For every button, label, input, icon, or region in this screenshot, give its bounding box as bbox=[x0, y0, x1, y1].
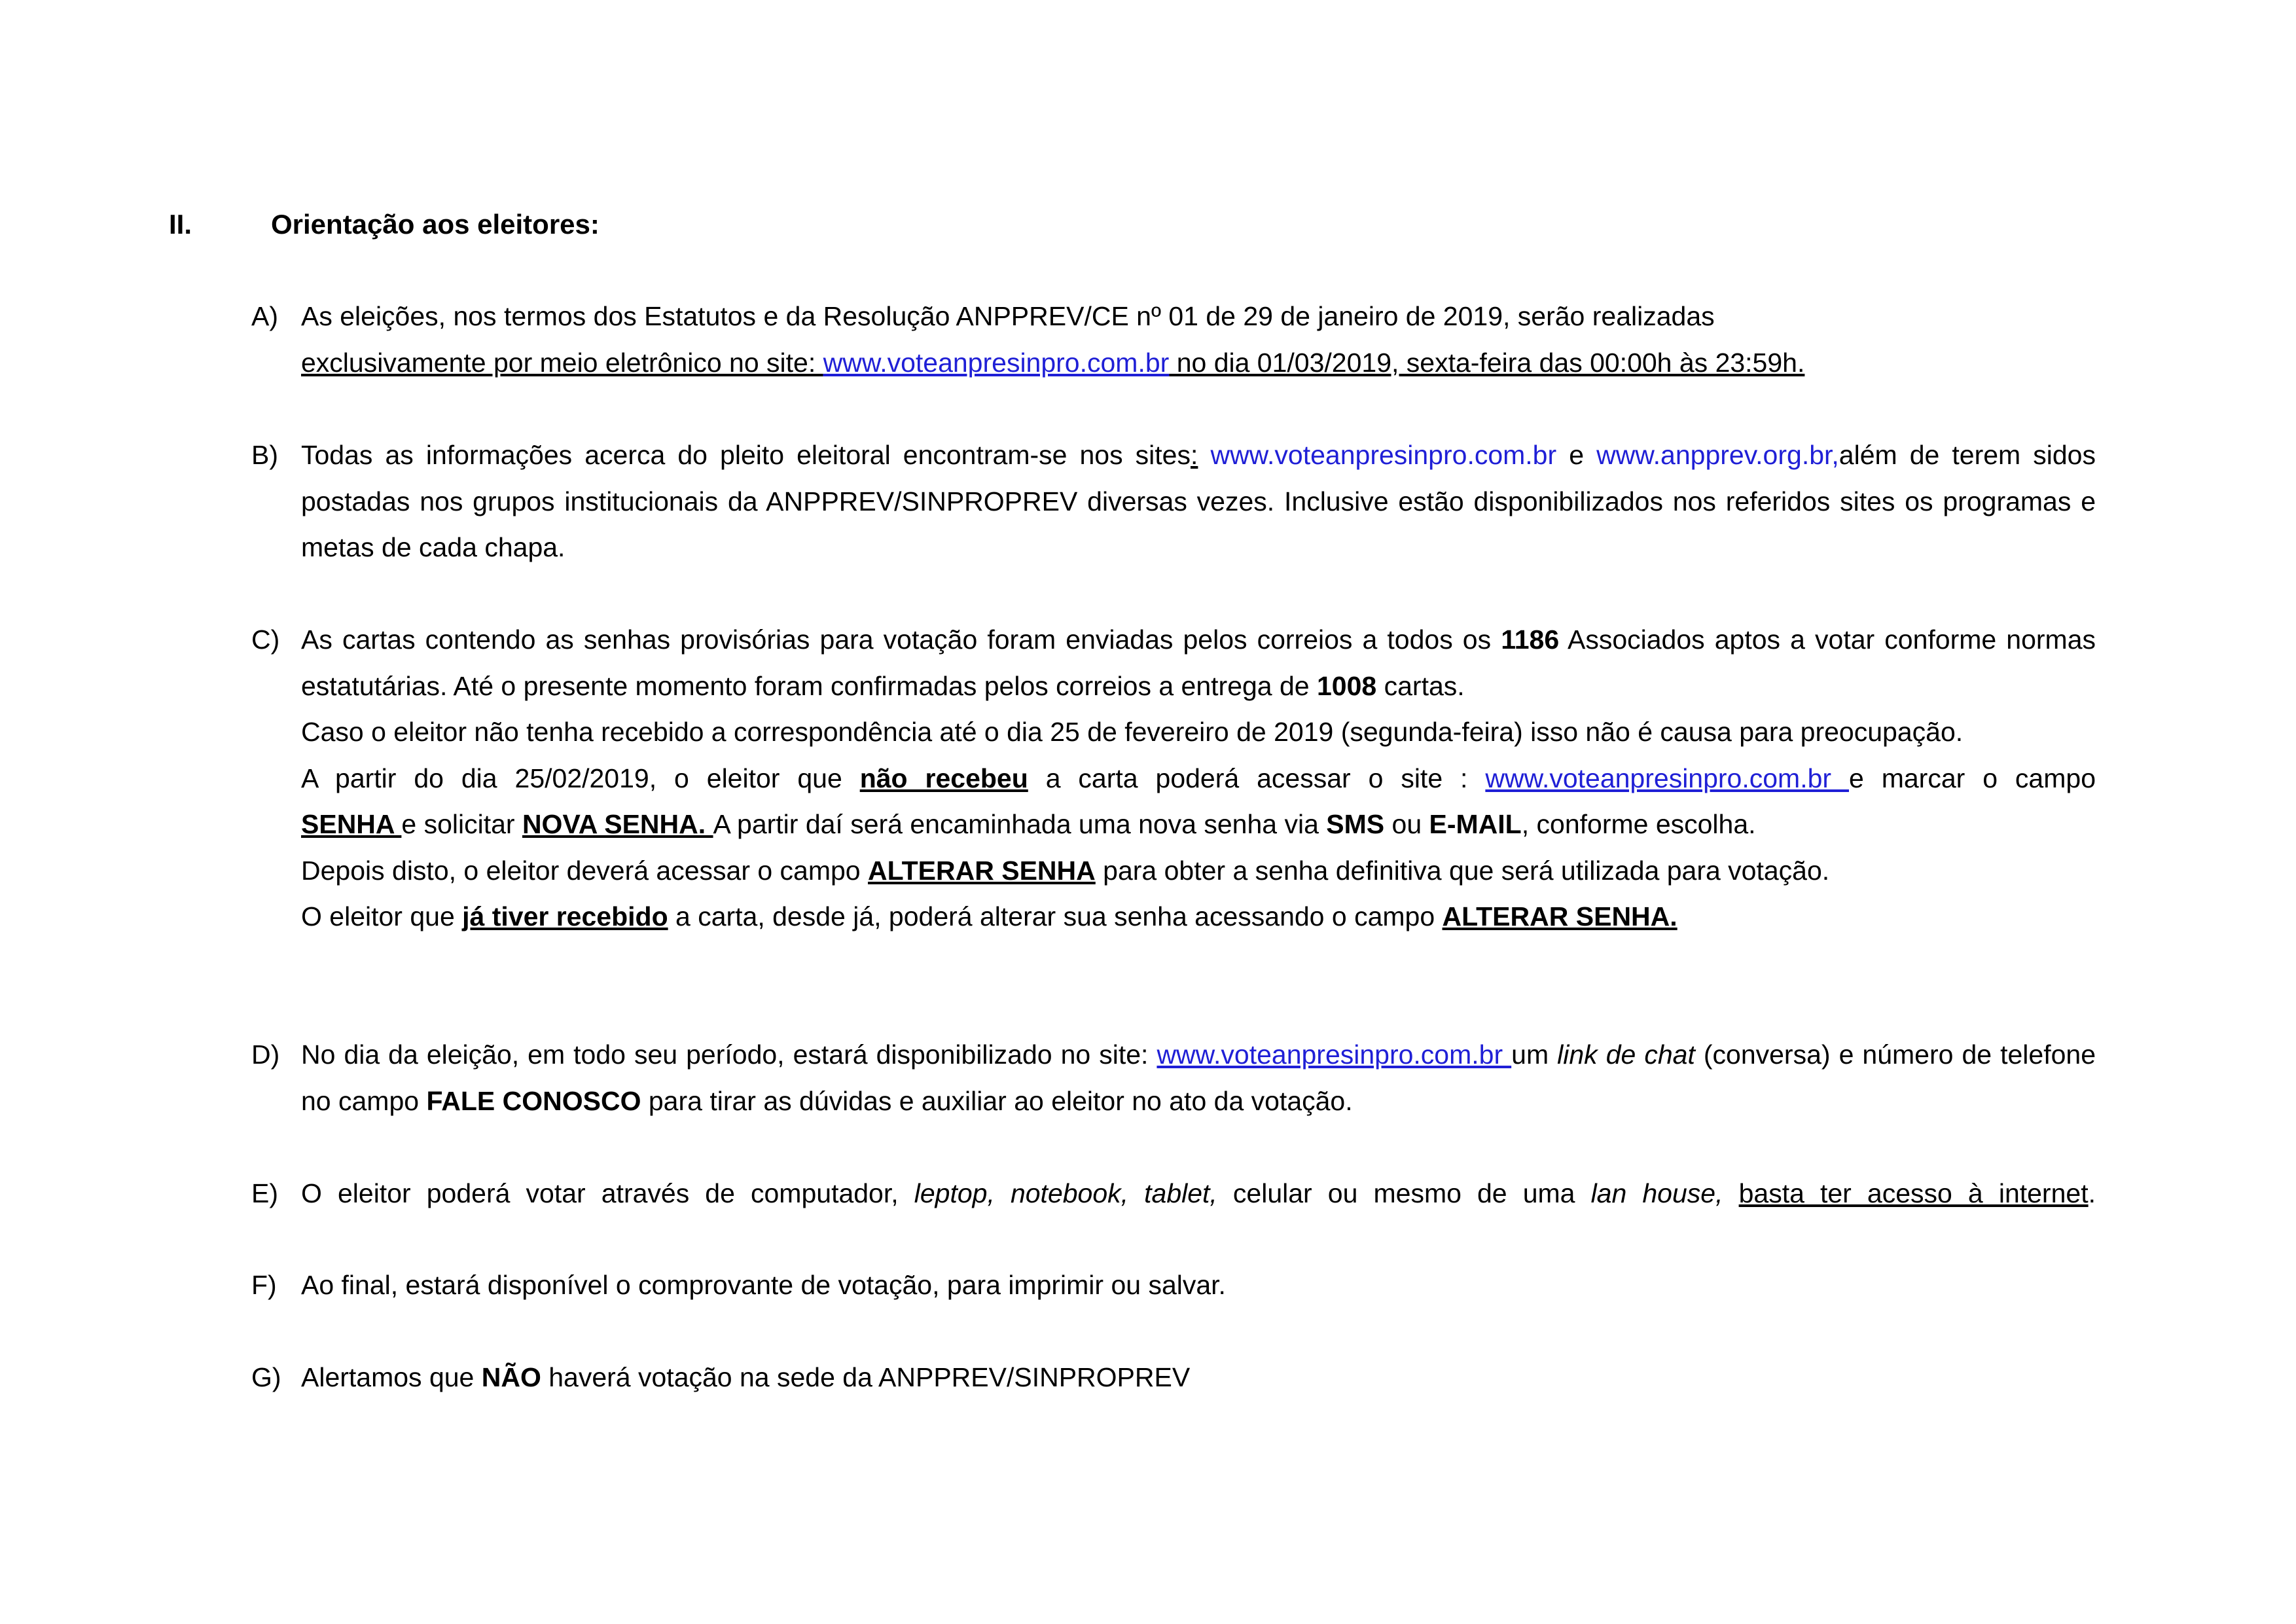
item-d-text: No dia da eleição, em todo seu período, estará disponibilizado no site: bbox=[301, 1039, 1157, 1070]
fale-conosco-label: FALE CONOSCO bbox=[426, 1085, 641, 1116]
item-letter-f: F) bbox=[251, 1270, 277, 1300]
item-c-text: , conforme escolha. bbox=[1521, 809, 1756, 839]
letters-delivered-count: 1008 bbox=[1317, 670, 1377, 701]
alterar-senha-label: ALTERAR SENHA bbox=[868, 855, 1096, 886]
item-b-colon: : bbox=[1190, 440, 1198, 470]
internet-access-text: basta ter acesso à internet bbox=[1738, 1178, 2089, 1208]
list-item-f bbox=[251, 1262, 2096, 1308]
item-c-text: A partir do dia 25/02/2019, o eleitor que bbox=[301, 763, 860, 793]
already-received-text: já tiver recebido bbox=[462, 901, 668, 931]
item-letter-a: A) bbox=[251, 301, 278, 331]
item-letter-g: G) bbox=[251, 1362, 281, 1392]
alterar-senha-label-2: ALTERAR SENHA. bbox=[1442, 901, 1677, 931]
senha-field-label: SENHA bbox=[301, 809, 402, 839]
item-f-text: Ao final, estará disponível o comprovante de votação, para imprimir ou salvar. bbox=[301, 1270, 1226, 1300]
item-c-paragraph-6 bbox=[301, 893, 2096, 940]
item-letter-d: D) bbox=[251, 1039, 280, 1070]
item-g-text: haverá votação na sede da ANPPREV/SINPROPREV bbox=[541, 1362, 1191, 1392]
lan-house-text: lan house, bbox=[1590, 1178, 1723, 1208]
item-d-text: para tirar as dúvidas e auxiliar ao eleitor no ato da votação. bbox=[641, 1085, 1353, 1116]
section-number: II. bbox=[169, 209, 192, 240]
item-body-b bbox=[301, 432, 2096, 571]
item-body-f bbox=[301, 1262, 2096, 1308]
voting-site-link-b[interactable]: www.voteanpresinpro.com.br bbox=[1198, 440, 1557, 470]
item-b-text-1: Todas as informações acerca do pleito eleitoral encontram-se nos sites bbox=[301, 440, 1191, 470]
item-e-line bbox=[301, 1170, 2096, 1217]
item-letter-e: E) bbox=[251, 1178, 278, 1208]
item-c-text: para obter a senha definitiva que será utilizada para votação. bbox=[1095, 855, 1830, 886]
item-c-text: O eleitor que bbox=[301, 901, 463, 931]
anpprev-site-link[interactable]: www.anpprev.org.br, bbox=[1596, 440, 1839, 470]
item-d-text: (conversa) e número de telefone no campo bbox=[301, 1039, 2096, 1116]
item-c-text: Depois disto, o eleitor deverá acessar o campo bbox=[301, 855, 869, 886]
item-body-d bbox=[301, 1032, 2096, 1124]
nova-senha-label: NOVA SENHA. bbox=[522, 809, 713, 839]
list-item-e bbox=[251, 1170, 2096, 1217]
item-a-line-1: As eleições, nos termos dos Estatutos e da Resolução ANPPREV/CE nº 01 de 29 de janeiro de 2019, serão realizadas bbox=[301, 301, 1715, 331]
item-c-paragraph-5 bbox=[301, 848, 2096, 894]
item-c-text: A partir daí será encaminhada uma nova senha via bbox=[713, 809, 1327, 839]
item-b-text-3: além de terem sidos postadas nos grupos institucionais da ANPPREV/SINPROPREV diversas vezes. Inclusive estão disponibilizados nos referidos sites os programas e metas de cada chapa. bbox=[301, 440, 2096, 562]
item-a-text: exclusivamente por meio eletrônico no site: bbox=[301, 347, 823, 378]
item-letter-b: B) bbox=[251, 440, 278, 470]
list-item-g bbox=[251, 1354, 2096, 1401]
item-c-text: e solicitar bbox=[401, 809, 522, 839]
item-c-paragraph-2: Caso o eleitor não tenha recebido a correspondência até o dia 25 de fevereiro de 2019 (segunda-feira) isso não é causa para preocupação. bbox=[301, 717, 1964, 747]
item-c-text: As cartas contendo as senhas provisórias para votação foram enviadas pelos correios a todos os bbox=[301, 624, 1501, 655]
item-c-text: e marcar o campo bbox=[1848, 763, 2096, 793]
associates-count: 1186 bbox=[1501, 624, 1560, 655]
item-g-text: Alertamos que bbox=[301, 1362, 482, 1392]
item-c-text: Associados aptos a votar conforme normas estatutárias. Até o presente momento foram confirmadas pelos correios a entrega de bbox=[301, 624, 2096, 701]
item-c-text: cartas. bbox=[1376, 670, 1465, 701]
list-item-a bbox=[251, 293, 2096, 386]
item-a-date-text: no dia 01/03/2019, sexta-feira das 00:00h às 23:59h. bbox=[1169, 347, 1805, 378]
item-c-paragraph-3 bbox=[301, 755, 2096, 802]
item-c-text: a carta poderá acessar o site : bbox=[1028, 763, 1486, 793]
sms-label: SMS bbox=[1326, 809, 1385, 839]
item-body-g bbox=[301, 1354, 2096, 1401]
email-label: E-MAIL bbox=[1429, 809, 1522, 839]
section-title: Orientação aos eleitores: bbox=[271, 209, 600, 240]
list-item-d bbox=[251, 1032, 2096, 1124]
item-e-text: O eleitor poderá votar através de computador, bbox=[301, 1178, 914, 1208]
not-received-text: não recebeu bbox=[859, 763, 1028, 793]
nao-label: NÃO bbox=[481, 1362, 541, 1392]
item-body-a bbox=[301, 293, 2096, 386]
devices-text: leptop, notebook, tablet, bbox=[914, 1178, 1217, 1208]
voting-site-link-d[interactable]: www.voteanpresinpro.com.br bbox=[1157, 1039, 1512, 1070]
item-body-c bbox=[301, 617, 2096, 940]
item-c-paragraph-1 bbox=[301, 617, 2096, 709]
section-heading bbox=[169, 202, 600, 247]
item-c-text: a carta, desde já, poderá alterar sua senha acessando o campo bbox=[668, 901, 1443, 931]
item-b-text-2: e bbox=[1556, 440, 1597, 470]
list-item-c bbox=[251, 617, 2096, 940]
item-e-text: celular ou mesmo de uma bbox=[1217, 1178, 1591, 1208]
item-c-text: ou bbox=[1384, 809, 1429, 839]
item-a-line-2 bbox=[301, 340, 2096, 386]
item-letter-c: C) bbox=[251, 624, 280, 655]
voting-site-link-c[interactable]: www.voteanpresinpro.com.br bbox=[1485, 763, 1849, 793]
item-body-e bbox=[301, 1170, 2096, 1217]
chat-link-text: link de chat bbox=[1557, 1039, 1695, 1070]
item-e-text bbox=[1723, 1178, 1738, 1208]
item-c-paragraph-4 bbox=[301, 801, 2096, 848]
voting-site-link[interactable]: www.voteanpresinpro.com.br bbox=[823, 347, 1170, 378]
list-item-b bbox=[251, 432, 2096, 571]
item-d-text: um bbox=[1511, 1039, 1558, 1070]
item-e-text: . bbox=[2088, 1178, 2096, 1208]
